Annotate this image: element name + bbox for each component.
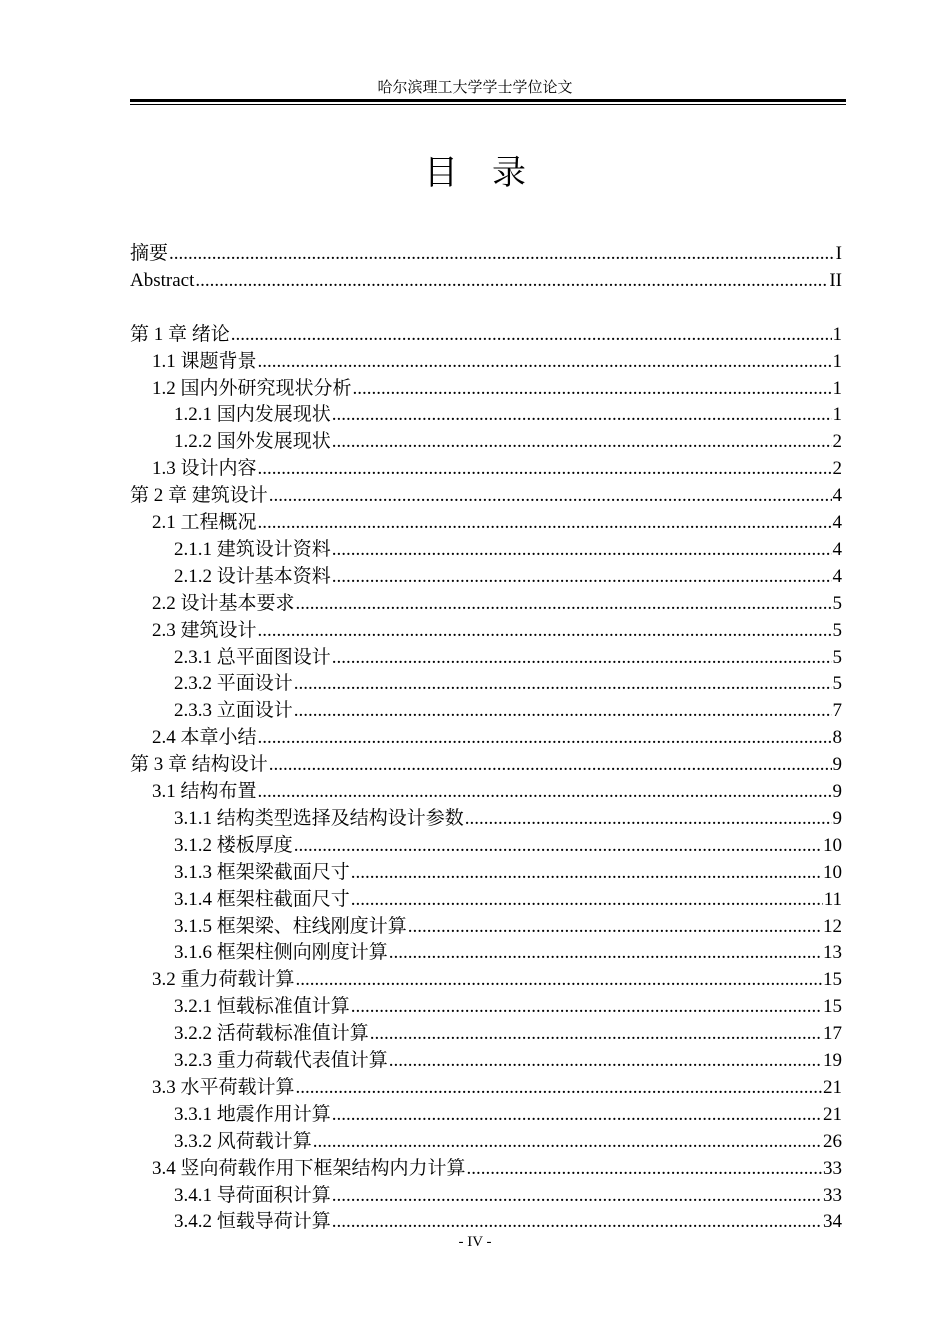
toc-entry[interactable]	[130, 778, 842, 805]
toc-entry-title: 1.2.1 国内发展现状	[174, 404, 331, 426]
toc-entry-page: 2	[832, 458, 842, 480]
toc-leader-dots	[351, 886, 823, 913]
toc-leader-dots	[269, 482, 832, 509]
toc-entry-title: 2.1.2 设计基本资料	[174, 565, 331, 587]
toc-entry-page: 11	[823, 888, 842, 910]
toc-leader-dots	[258, 348, 832, 375]
toc-entry[interactable]	[130, 267, 842, 294]
toc-entry-page: 4	[832, 538, 842, 560]
toc-entry[interactable]	[130, 966, 842, 993]
toc-entry-title: 3.1.5 框架梁、柱线刚度计算	[174, 915, 407, 937]
toc-entry-title: 2.3.2 平面设计	[174, 673, 293, 695]
toc-entry[interactable]	[130, 751, 842, 778]
toc-entry-page: 34	[823, 1211, 842, 1233]
toc-entry-page: 4	[832, 485, 842, 507]
toc-leader-dots	[296, 966, 822, 993]
toc-entry[interactable]	[130, 482, 842, 509]
toc-entry-page: 4	[832, 512, 842, 533]
toc-leader-dots	[258, 509, 832, 536]
toc-entry-page: 9	[832, 807, 842, 829]
toc-entry-page: 4	[832, 565, 842, 587]
toc-entry[interactable]	[130, 240, 842, 267]
toc-entry[interactable]	[130, 724, 842, 751]
toc-entry-page: 1	[832, 323, 842, 345]
toc-entry[interactable]	[130, 1128, 842, 1155]
toc-entry[interactable]	[130, 644, 842, 671]
toc-entry[interactable]	[130, 1020, 842, 1047]
toc-entry-title: 1.3 设计内容	[152, 458, 257, 480]
toc-entry[interactable]	[130, 805, 842, 832]
toc-entry-title: 2.2 设计基本要求	[152, 592, 295, 614]
toc-entry[interactable]	[130, 670, 842, 697]
toc-entry[interactable]	[130, 401, 842, 428]
toc-leader-dots	[231, 321, 832, 348]
toc-leader-dots	[332, 563, 832, 590]
toc-entry-title: 3.2.1 恒载标准值计算	[174, 996, 350, 1018]
toc-leader-dots	[258, 455, 832, 482]
toc-entry[interactable]	[130, 617, 842, 644]
toc-entry-title: 2.1.1 建筑设计资料	[174, 538, 331, 560]
toc-leader-dots	[332, 644, 832, 671]
toc-leader-dots	[294, 832, 822, 859]
toc-entry-page: 21	[823, 1076, 842, 1098]
toc-entry-title: 3.1 结构布置	[152, 781, 257, 802]
toc-entry-page: II	[829, 269, 842, 291]
toc-entry-title: 3.2.3 重力荷载代表值计算	[174, 1050, 388, 1071]
toc-entry-title: 第 1 章 绪论	[130, 323, 230, 345]
toc-entry-title: 3.3.2 风荷载计算	[174, 1130, 312, 1152]
toc-entry-page: 5	[832, 646, 842, 668]
toc-entry-page: 10	[823, 861, 842, 883]
toc-entry-title: 3.4 竖向荷载作用下框架结构内力计算	[152, 1157, 466, 1179]
toc-entry-page: 7	[832, 700, 842, 722]
toc-entry-page: 1	[832, 350, 842, 372]
toc-entry-title: 1.2.2 国外发展现状	[174, 431, 331, 453]
toc-entry[interactable]	[130, 590, 842, 617]
table-of-contents	[130, 0, 842, 1342]
toc-leader-dots	[353, 375, 832, 402]
toc-entry-title: 2.3 建筑设计	[152, 619, 257, 641]
page-number: - IV -	[458, 1234, 492, 1250]
toc-entry-title: Abstract	[130, 269, 195, 291]
toc-entry[interactable]	[130, 913, 842, 940]
toc-entry-page: 33	[823, 1184, 842, 1206]
toc-leader-dots	[258, 724, 832, 751]
toc-entry-title: 第 2 章 建筑设计	[130, 485, 268, 507]
toc-entry-page: 5	[832, 592, 842, 614]
toc-entry-page: 21	[823, 1103, 842, 1125]
toc-leader-dots	[351, 859, 822, 886]
toc-leader-dots	[351, 993, 822, 1020]
toc-entry-page: 15	[823, 969, 842, 991]
toc-entry[interactable]	[130, 1047, 842, 1074]
toc-entry[interactable]	[130, 1155, 842, 1182]
toc-leader-dots	[408, 913, 822, 940]
toc-entry-page: 5	[832, 619, 842, 641]
toc-entry[interactable]	[130, 509, 842, 536]
toc-entry-title: 3.4.1 导荷面积计算	[174, 1184, 331, 1206]
toc-leader-dots	[169, 240, 835, 267]
toc-entry-title: 2.3.1 总平面图设计	[174, 646, 331, 668]
toc-entry[interactable]	[130, 321, 842, 348]
toc-entry-page: 13	[823, 942, 842, 964]
page-title: 目录	[424, 155, 560, 192]
toc-entry-page: 1	[832, 404, 842, 426]
toc-entry-title: 3.3.1 地震作用计算	[174, 1103, 331, 1125]
toc-entry-title: 1.2 国内外研究现状分析	[152, 377, 352, 399]
toc-entry-page: 33	[823, 1157, 842, 1179]
toc-entry-title: 2.3.3 立面设计	[174, 700, 293, 722]
toc-leader-dots	[313, 1128, 822, 1155]
toc-entry-page: 26	[823, 1130, 842, 1152]
toc-entry-page: 5	[832, 673, 842, 695]
toc-leader-dots	[296, 590, 832, 617]
toc-entry-page: 8	[832, 727, 842, 749]
toc-entry[interactable]	[130, 563, 842, 590]
toc-entry[interactable]	[130, 348, 842, 375]
toc-leader-dots	[389, 939, 822, 966]
toc-leader-dots	[467, 1155, 822, 1182]
page-header: 哈尔滨理工大学学士学位论文	[377, 80, 573, 96]
toc-leader-dots	[370, 1020, 822, 1047]
toc-entry-page: I	[835, 243, 842, 264]
toc-leader-dots	[269, 751, 832, 778]
toc-leader-dots	[294, 670, 832, 697]
toc-leader-dots	[332, 401, 832, 428]
toc-entry-title: 3.1.6 框架柱侧向刚度计算	[174, 942, 388, 964]
toc-leader-dots	[332, 1101, 822, 1128]
toc-entry-title: 摘要	[130, 243, 169, 264]
toc-entry-title: 2.4 本章小结	[152, 727, 257, 749]
toc-entry[interactable]	[130, 859, 842, 886]
toc-entry-title: 3.1.3 框架梁截面尺寸	[174, 861, 350, 883]
toc-entry[interactable]	[130, 939, 842, 966]
toc-entry[interactable]	[130, 428, 842, 455]
toc-entry-page: 19	[823, 1050, 842, 1071]
toc-entry[interactable]	[130, 536, 842, 563]
toc-entry-title: 3.1.1 结构类型选择及结构设计参数	[174, 807, 464, 829]
toc-entry-title: 第 3 章 结构设计	[130, 754, 268, 776]
toc-leader-dots	[332, 536, 832, 563]
toc-entry-title: 3.3 水平荷载计算	[152, 1076, 295, 1098]
toc-entry[interactable]	[130, 993, 842, 1020]
toc-leader-dots	[465, 805, 832, 832]
toc-leader-dots	[195, 267, 828, 294]
toc-entry[interactable]	[130, 697, 842, 724]
toc-leader-dots	[258, 778, 832, 805]
toc-entry-title: 3.2 重力荷载计算	[152, 969, 295, 991]
toc-entry-page: 15	[823, 996, 842, 1018]
toc-entry-title: 3.1.4 框架柱截面尺寸	[174, 888, 350, 910]
toc-entry-page: 2	[832, 431, 842, 453]
toc-entry[interactable]	[130, 832, 842, 859]
toc-leader-dots	[389, 1047, 822, 1074]
toc-leader-dots	[332, 1182, 822, 1209]
toc-entry-title: 3.4.2 恒载导荷计算	[174, 1211, 331, 1233]
toc-entry[interactable]	[130, 1101, 842, 1128]
toc-entry-title: 3.1.2 楼板厚度	[174, 834, 293, 856]
toc-entry-page: 17	[823, 1023, 842, 1045]
toc-entry-page: 10	[823, 834, 842, 856]
toc-entry[interactable]	[130, 1074, 842, 1101]
toc-entry-page: 1	[832, 377, 842, 399]
toc-entry-page: 9	[832, 781, 842, 802]
toc-entry-page: 9	[832, 754, 842, 776]
toc-entry-title: 1.1 课题背景	[152, 350, 257, 372]
toc-leader-dots	[294, 697, 832, 724]
toc-entry[interactable]	[130, 455, 842, 482]
toc-entry-title: 2.1 工程概况	[152, 512, 257, 533]
toc-entry-title: 3.2.2 活荷载标准值计算	[174, 1023, 369, 1045]
toc-leader-dots	[332, 428, 832, 455]
toc-entry[interactable]	[130, 375, 842, 402]
toc-entry[interactable]	[130, 886, 842, 913]
toc-entry[interactable]	[130, 1182, 842, 1209]
toc-leader-dots	[258, 617, 832, 644]
toc-entry-page: 12	[823, 915, 842, 937]
toc-leader-dots	[296, 1074, 822, 1101]
